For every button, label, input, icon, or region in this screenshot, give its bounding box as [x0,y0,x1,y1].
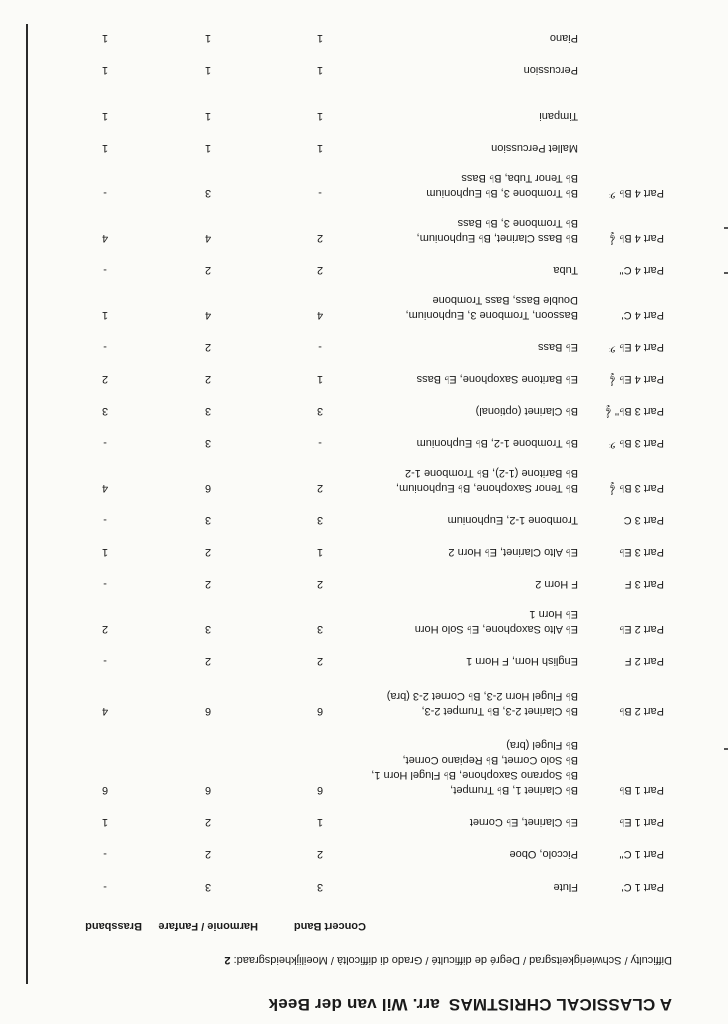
difficulty-label: Difficulty / Schwierigkeitsgrad / Degré de difficulté / Grado di difficoltà / Moeilijkheidsgraad: [233,954,672,966]
count-harmonie-fanfare: 3 [204,187,212,199]
page-margin-rule [26,24,28,984]
instrument-list [476,403,578,418]
instrument-list [371,737,578,797]
count-brassband: 1 [101,64,109,76]
instrument-line: E♭ Baritone Saxophone, E♭ Bass [416,373,578,385]
instrument-line: Piccolo, Oboe [509,848,578,860]
count-brassband: 1 [101,816,109,828]
part-label: Part 3 B♭ 𝄞 [609,482,664,494]
part-label: Part 1 E♭ [619,816,664,828]
part-label: Part 2 F [624,655,664,667]
count-harmonie-fanfare: 2 [204,848,212,860]
instrument-list [554,879,578,894]
count-brassband: - [103,187,107,199]
count-brassband: 4 [101,705,109,717]
instrument-line: B♭ Clarinet 1, B♭ Trumpet, [450,784,578,796]
part-label: Part 4 E♭ 𝄞 [609,373,664,385]
part-label: Part 1 C' [621,881,664,893]
edge-mark [724,748,728,750]
instrument-list [417,371,578,386]
count-harmonie-fanfare: 3 [204,405,212,417]
count-concert-band: - [318,437,322,449]
count-brassband: 1 [101,110,109,122]
part-label: Part 2 E♭ [619,623,664,635]
instrument-line: English Horn, F Horn 1 [466,655,578,667]
count-harmonie-fanfare: 3 [204,437,212,449]
instrument-list [417,215,578,245]
count-harmonie-fanfare: 1 [204,142,212,154]
instrument-line: F Horn 2 [535,578,578,590]
count-harmonie-fanfare: 6 [204,482,212,494]
instrument-list [448,512,578,527]
count-brassband: - [103,848,107,860]
count-concert-band: 1 [316,816,324,828]
count-harmonie-fanfare: 2 [204,816,212,828]
count-harmonie-fanfare: 6 [204,705,212,717]
instrument-line: B♭ Trombone 3, B♭ Euphonium [426,187,578,199]
instrument-line: B♭ Tenor Tuba, B♭ Bass [461,172,578,184]
instrument-line: Piano [549,32,578,44]
piece-title: A CLASSICAL CHRISTMAS [448,995,672,1014]
instrument-list [470,814,578,829]
count-concert-band: 1 [316,546,324,558]
count-brassband: 1 [101,309,109,321]
count-harmonie-fanfare: 1 [204,32,212,44]
instrument-line: B♭ Trombone 3, B♭ Bass [457,217,578,229]
count-brassband: 4 [101,232,109,244]
part-label: Part 3 C [623,514,664,526]
instrument-list [535,576,578,591]
part-label: Part 1 C'' [619,848,664,860]
instrument-line: B♭ Flugel (bra) [506,739,578,751]
instrument-list [396,465,578,495]
instrument-line: B♭ Solo Cornet, B♭ Repiano Cornet, [402,754,578,766]
count-concert-band: 2 [316,655,324,667]
instrument-list [415,606,578,636]
instrument-line: Trombone 1-2, Euphonium [447,514,578,526]
instrument-line: Timpani [539,110,578,122]
column-header-brassband: Brassband [85,920,142,932]
count-concert-band: 3 [316,623,324,635]
count-harmonie-fanfare: 3 [204,514,212,526]
count-concert-band: 1 [316,142,324,154]
count-brassband: 2 [101,623,109,635]
count-brassband: 3 [101,405,109,417]
instrument-list [538,339,578,354]
part-label: Part 3 F [624,578,664,590]
count-concert-band: 3 [316,514,324,526]
count-brassband: 4 [101,482,109,494]
part-label: Part 1 B♭ [619,784,664,796]
page-title [268,994,672,1014]
instrument-line: B♭ Soprano Saxophone, B♭ Flugel Horn 1, [371,769,578,781]
count-harmonie-fanfare: 1 [204,110,212,122]
count-brassband: 1 [101,32,109,44]
instrument-line: B♭ Baritone (1-2), B♭ Trombone 1-2 [404,467,578,479]
instrument-list [550,30,578,45]
count-concert-band: 2 [316,232,324,244]
count-brassband: 1 [101,142,109,154]
difficulty-value: 2 [224,954,231,966]
instrument-list [553,262,578,277]
part-label: Part 4 B♭ 𝄞 [609,232,664,244]
instrument-list [406,292,578,322]
part-label: Part 3 E♭ [619,546,664,558]
instrument-line: B♭ Tenor Saxophone, B♭ Euphonium, [395,482,578,494]
instrument-list [387,688,578,718]
count-harmonie-fanfare: 3 [204,623,212,635]
part-label: Part 3 B♭'' 𝄞 [605,405,664,417]
count-concert-band: 3 [316,881,324,893]
count-harmonie-fanfare: 2 [204,264,212,276]
count-concert-band: - [318,341,322,353]
instrument-list [491,140,578,155]
instrument-line: E♭ Horn 1 [529,608,578,620]
instrument-line: Percussion [523,64,578,76]
instrument-line: B♭ Clarinet 2-3, B♭ Trumpet 2-3, [421,705,578,717]
part-label: Part 4 C'' [619,264,664,276]
difficulty-line [224,954,672,966]
count-brassband: - [103,578,107,590]
count-concert-band: 1 [316,64,324,76]
count-harmonie-fanfare: 1 [204,64,212,76]
count-harmonie-fanfare: 2 [204,655,212,667]
count-concert-band: 6 [316,784,324,796]
count-brassband: - [103,655,107,667]
instrument-line: Double Bass, Bass Trombone [432,294,578,306]
count-brassband: - [103,341,107,353]
count-concert-band: - [318,187,322,199]
instrument-line: E♭ Alto Clarinet, E♭ Horn 2 [448,546,578,558]
count-harmonie-fanfare: 4 [204,232,212,244]
count-brassband: - [103,881,107,893]
instrument-line: E♭ Bass [537,341,578,353]
edge-mark [724,272,728,274]
count-concert-band: 3 [316,405,324,417]
count-harmonie-fanfare: 2 [204,373,212,385]
count-brassband: 6 [101,784,109,796]
instrument-list [539,108,578,123]
instrument-line: Flute [553,881,578,893]
instrument-line: B♭ Trombone 1-2, B♭ Euphonium [416,437,578,449]
count-harmonie-fanfare: 2 [204,578,212,590]
count-harmonie-fanfare: 4 [204,309,212,321]
count-concert-band: 6 [316,705,324,717]
count-brassband: - [103,437,107,449]
count-concert-band: 2 [316,264,324,276]
instrument-line: B♭ Clarinet (optional) [475,405,578,417]
instrument-list [466,653,578,668]
instrument-list [448,544,578,559]
count-concert-band: 1 [316,32,324,44]
instrument-list [426,170,578,200]
instrument-line: Tuba [553,264,578,276]
part-label: Part 2 B♭ [619,705,664,717]
instrument-line: B♭ Flugel Horn 2-3, B♭ Cornet 2-3 (bra) [386,690,578,702]
count-concert-band: 2 [316,578,324,590]
part-label: Part 4 C' [621,309,664,321]
instrument-line: E♭ Clarinet, E♭ Cornet [469,816,578,828]
count-brassband: 2 [101,373,109,385]
instrument-line: E♭ Alto Saxophone, E♭ Solo Horn [414,623,578,635]
arranger: arr. Wil van der Beek [268,995,440,1014]
instrument-list [510,846,578,861]
count-harmonie-fanfare: 3 [204,881,212,893]
count-concert-band: 4 [316,309,324,321]
part-label: Part 4 B♭ 𝄢 [608,187,664,199]
count-concert-band: 1 [316,110,324,122]
count-harmonie-fanfare: 2 [204,341,212,353]
count-harmonie-fanfare: 2 [204,546,212,558]
count-concert-band: 2 [316,848,324,860]
count-brassband: 1 [101,546,109,558]
column-header-concert-band: Concert Band [293,920,366,932]
instrument-list [524,62,578,77]
instrument-line: Bassoon, Trombone 3, Euphonium, [405,309,578,321]
edge-mark [724,227,728,229]
count-concert-band: 1 [316,373,324,385]
part-label: Part 3 B♭ 𝄢 [608,437,664,449]
instrument-list [417,435,578,450]
count-brassband: - [103,264,107,276]
count-brassband: - [103,514,107,526]
count-harmonie-fanfare: 6 [204,784,212,796]
column-header-harmonie-fanfare: Harmonie / Fanfare [158,920,258,932]
instrument-line: B♭ Bass Clarinet, B♭ Euphonium, [416,232,578,244]
part-label: Part 4 E♭ 𝄢 [608,341,664,353]
count-concert-band: 2 [316,482,324,494]
instrument-line: Mallet Percussion [491,142,578,154]
